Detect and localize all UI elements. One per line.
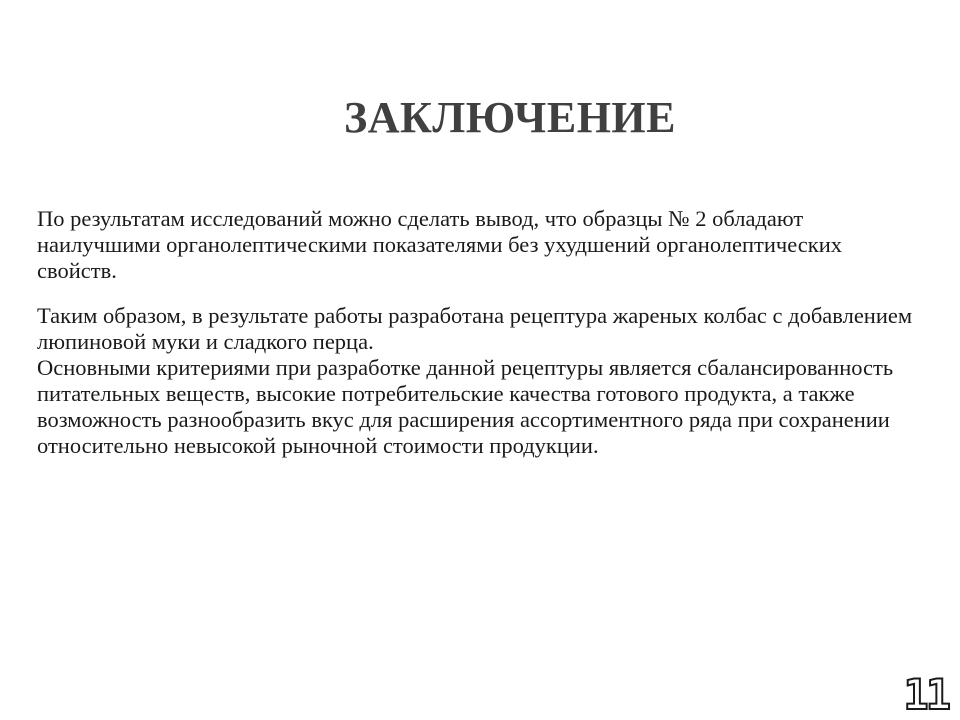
conclusion-paragraph-2: Таким образом, в результате работы разработана рецептура жареных колбас с добавлением люпиновой муки и сладкого перца. — [37, 303, 913, 354]
slide-body — [37, 206, 927, 459]
slide-title: ЗАКЛЮЧЕНИЕ — [344, 93, 676, 142]
conclusion-paragraph-1: По результатам исследований можно сделать вывод, что образцы № 2 обладают наилучшими органолептическими показателями без ухудшений органолептических свойств. — [37, 206, 842, 283]
page-number: 11 — [903, 670, 948, 719]
conclusion-paragraph-3: Основными критериями при разработке данной рецептуры является сбалансированность питательных веществ, высокие потребительские качества готового продукта, а также возможность разнообразить вкус для расширения ассортиментного ряда при сохранении относительно невысокой рыночной стоимости продукции. — [37, 355, 894, 458]
